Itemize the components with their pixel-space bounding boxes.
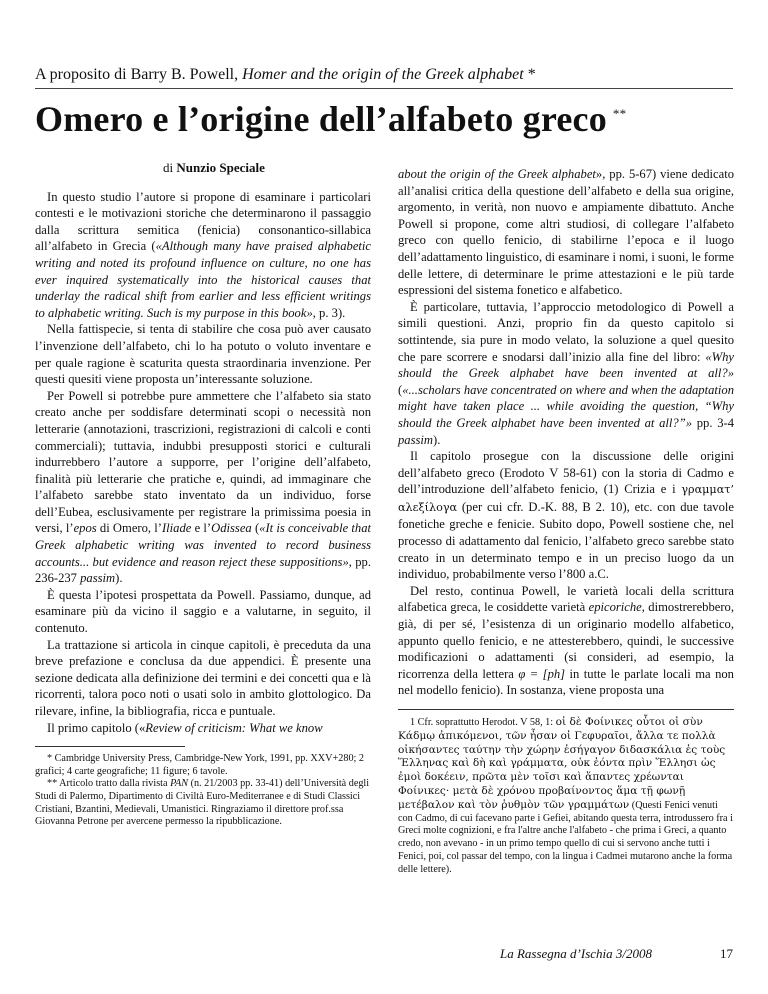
paragraph: La trattazione si articola in cinque capitoli, è preceduta da una breve prefazione e conclusa da due appendici. È presente una sezione dedicata alla definizione dei termini e dei concetti qua e là ricorrenti, talora poco noti o usati solo in ambito glottologico. Da rilevare, infine, la bibliografia, ricca e puntuale. xyxy=(35,637,371,718)
quote: Review of criticism: What we know xyxy=(145,720,323,735)
paragraph: È questa l’ipotesi prospettata da Powell. Passiamo, dunque, ad esaminare più da vicino il saggio e a valutarne, in seguito, il contenuto. xyxy=(35,587,371,636)
text: (Questi Fenici venuti con Cadmo, di cui facevano parte i Gefiei, abitando questa terra, introdussero fra i Greci molte cognizioni, e fra l'altre anche l'alfabeto - che prima i Greci, a quanto credo, non avevano - in un primo tempo quello di cui si servono anche tutti i Fenici, poi, col passar del tempo, con la lingua i Cadmei mutarono anche la forma delle lettere). xyxy=(398,799,733,875)
footnote-1: * Cambridge University Press, Cambridge-New York, 1991, pp. XXV+280; 2 grafici; 4 carte geografiche; 11 figure; 6 tavole. xyxy=(35,753,365,777)
right-column xyxy=(398,166,734,877)
title-text: Omero e l’origine dell’alfabeto greco xyxy=(35,99,607,139)
article-title xyxy=(35,98,626,140)
footnote-2 xyxy=(35,778,371,828)
left-column xyxy=(35,160,371,829)
text: , pp. 236-237 xyxy=(35,554,371,586)
author-name: Nunzio Speciale xyxy=(176,160,265,175)
quote: «Although many have praised alphabetic writing and noted its profound influence on culture, no one has ever inquired systematically into the historical causes that underlay the radical shift from earlier and less efficient writings to alphabetic writing. Such is my purpose in this book» xyxy=(35,239,372,320)
text: di Omero, l’ xyxy=(96,521,162,536)
paragraph xyxy=(398,583,734,699)
header-book-title: Homer and the origin of the Greek alphabet xyxy=(242,66,524,83)
paragraph xyxy=(398,448,734,583)
emph: passim xyxy=(398,432,433,447)
running-header xyxy=(35,66,536,84)
paragraph xyxy=(35,189,371,322)
greek-text: γραμματ’ αλεξίλογα xyxy=(398,483,734,514)
emph: Odissea xyxy=(211,521,252,536)
journal-footer: La Rassegna d’Ischia 3/2008 xyxy=(500,946,653,961)
quote: «...scholars have concentrated on where and when the adaptation might have taken place ... while avoiding the question, “Why should the Greek alphabet have been invented at all?”» xyxy=(398,382,734,430)
footnote-rule xyxy=(398,709,734,710)
paragraph xyxy=(398,299,734,448)
text: ( xyxy=(251,521,260,536)
text: in tutte le parlate locali ma non nel modello fenicio). In sostanza, viene proposta una xyxy=(398,666,734,698)
footnote-herodotus xyxy=(398,716,734,877)
emph: epos xyxy=(73,521,97,536)
text: pp. 3-4 xyxy=(692,415,734,430)
text: Del resto, continua Powell, le varietà locali della scrittura alfabetica greca, le cosiddette varietà xyxy=(398,583,734,615)
paragraph xyxy=(35,720,371,737)
paragraph: Nella fattispecie, si tenta di stabilire che cosa può aver causato l’invenzione dell’alfabeto, chi lo ha potuto o voluto inventare e per quale ragione è scaturita questa straordinaria invenzione. Per questi quesiti viene proposta un’interessante soluzione. xyxy=(35,322,371,387)
title-footnote-mark: ** xyxy=(612,106,627,121)
text: È particolare, tuttavia, l’approccio metodologico di Powell a simili questioni. Anzi, proprio fin da questo capitolo si sottintende, sia pure in modo velato, la soluzione a quel quesito che pare scorrere e snodarsi dall’inizio alla fine del libro: xyxy=(398,299,734,364)
text: Il capitolo prosegue con la discussione delle origini dell’alfabeto greco (Erodoto V 58-61) con la storia di Cadmo e dell’introduzione dell’alfabeto fenicio, (1) Crizia e i xyxy=(398,449,734,497)
quote: «It is conceivable that Greek alphabetic writing was invented to record business accounts... but evidence and reason reject these suppositions» xyxy=(35,521,371,569)
byline-prefix: di xyxy=(163,160,177,175)
text: (per cui cfr. D.-K. 88, B 2. 10), etc. con due tavole fonetiche greche e fenicie. Subito dopo, Powell sostiene che, nel processo di adattamento dal fenicio, l’alfabeto greco sarebbe stato creato in un determinato tempo e in un preciso luogo da un individuo, probabilmente verso l’800 a.C. xyxy=(398,499,734,582)
quote: about the origin of the Greek alphabet xyxy=(398,167,596,181)
header-rule xyxy=(35,88,733,89)
header-footnote-mark: * xyxy=(523,66,536,83)
text: ** Articolo tratto dalla rivista xyxy=(47,778,171,790)
text: ( xyxy=(398,382,403,397)
text: ). xyxy=(115,571,123,586)
emph: Iliade xyxy=(161,521,192,536)
byline xyxy=(163,160,371,177)
text: , dimostrerebbero, già, di per sé, l’esistenza di un originario modello alfabetico, appunto quello fenicio, e ne attesterebbero, quindi, le successive modificazioni o adattamenti (si consideri, ad esempio, la ricorrenza della lettera xyxy=(398,600,734,681)
emph: PAN xyxy=(170,778,189,790)
page-number: 17 xyxy=(720,946,733,961)
text: e l’ xyxy=(191,521,212,536)
text: , p. 3). xyxy=(312,305,346,320)
header-prefix: A proposito di Barry B. Powell, xyxy=(35,66,243,83)
text: », pp. 5-67) viene dedicato all’analisi critica della questione dell’alfabeto e della sua origine, argomento, in verità, non nuovo e ampiamente dibattuto. Anche Powell si propone, come altri studiosi, di collegare l’alfabeto greco con quello fenicio, di stabilirne l’epoca e il luogo dell’adattamento linguistico, di esaminare i nomi, i suoni, le forme delle lettere, di determinare le prime attestazioni e le più tarde espressioni del sistema fonetico e alfabetico. xyxy=(398,167,734,298)
text: 1 Cfr. soprattutto Herodot. V 58, 1: xyxy=(410,717,556,728)
text: ). xyxy=(433,432,441,447)
emph: φ = [ph] xyxy=(518,666,566,681)
footnote-rule xyxy=(35,746,185,747)
greek-text: οἱ δὲ Φοίνικες οὗτοι οἱ σὺν Κάδμῳ ἀπικόμενοι, τῶν ἦσαν οἱ Γεφυραῖοι, ἄλλα τε πολλὰ οἰκήσαντες ταύτην τὴν χώρην ἐσήγαγον διδασκάλια ἐς τοὺς Ἕλληνας καὶ δὴ καὶ γράμματα, οὐκ ἐόντα πρὶν Ἕλλησι ὡς ἐμοὶ δοκέειν, πρῶτα μὲν τοῖσι καὶ ἅπαντες χρέωνται Φοίνικες· μετὰ δὲ χρόνου προβαίνοντος ἅμα τῇ φωνῇ μετέβαλον καὶ τὸν ῥυθμὸν τῶν γραμμάτων xyxy=(398,716,726,811)
emph: passim xyxy=(80,571,116,586)
paragraph xyxy=(398,166,734,299)
emph: epicoriche xyxy=(588,600,642,615)
text: (n. 21/2003 pp. 33-41) dell’Università degli Studi di Palermo, Dipartimento di Civiltà Euro-Mediterranee e di Studi Classici Cristiani, Bzantini, Medievali, Umanistici. Ringraziamo il direttore prof.ssa Giovanna Petrone per avercene permesso la ripubblicazione. xyxy=(35,778,370,828)
text: In questo studio l’autore si propone di esaminare i particolari contesti e le motivazioni storiche che determinarono il passaggio dalla scrittura semitica (fenicia) consonantico-sillabica all’alfabeto in Grecia ( xyxy=(35,189,371,254)
paragraph xyxy=(35,388,371,587)
text: Il primo capitolo (« xyxy=(47,720,146,735)
quote: «Why should the Greek alphabet have been invented at all?» xyxy=(398,349,734,381)
text: Per Powell si potrebbe pure ammettere che l’alfabeto sia stato creato anche per soddisfare determinati scopi o necessità non letterarie (annotazioni, trascrizioni, registrazioni di calcoli e conti commerciali); tuttavia, indubbi presupposti storici e culturali indurrebbero l’autore a supporre, per l’origine dell’alfabeto, finalità più letterarie che pratiche e, quindi, ad immaginare che l’alfabeto sarebbe stato inventato da un individuo, forse dell’Eubea, esclusivamente per registrare la primissima poesia in versi, l’ xyxy=(35,388,371,536)
